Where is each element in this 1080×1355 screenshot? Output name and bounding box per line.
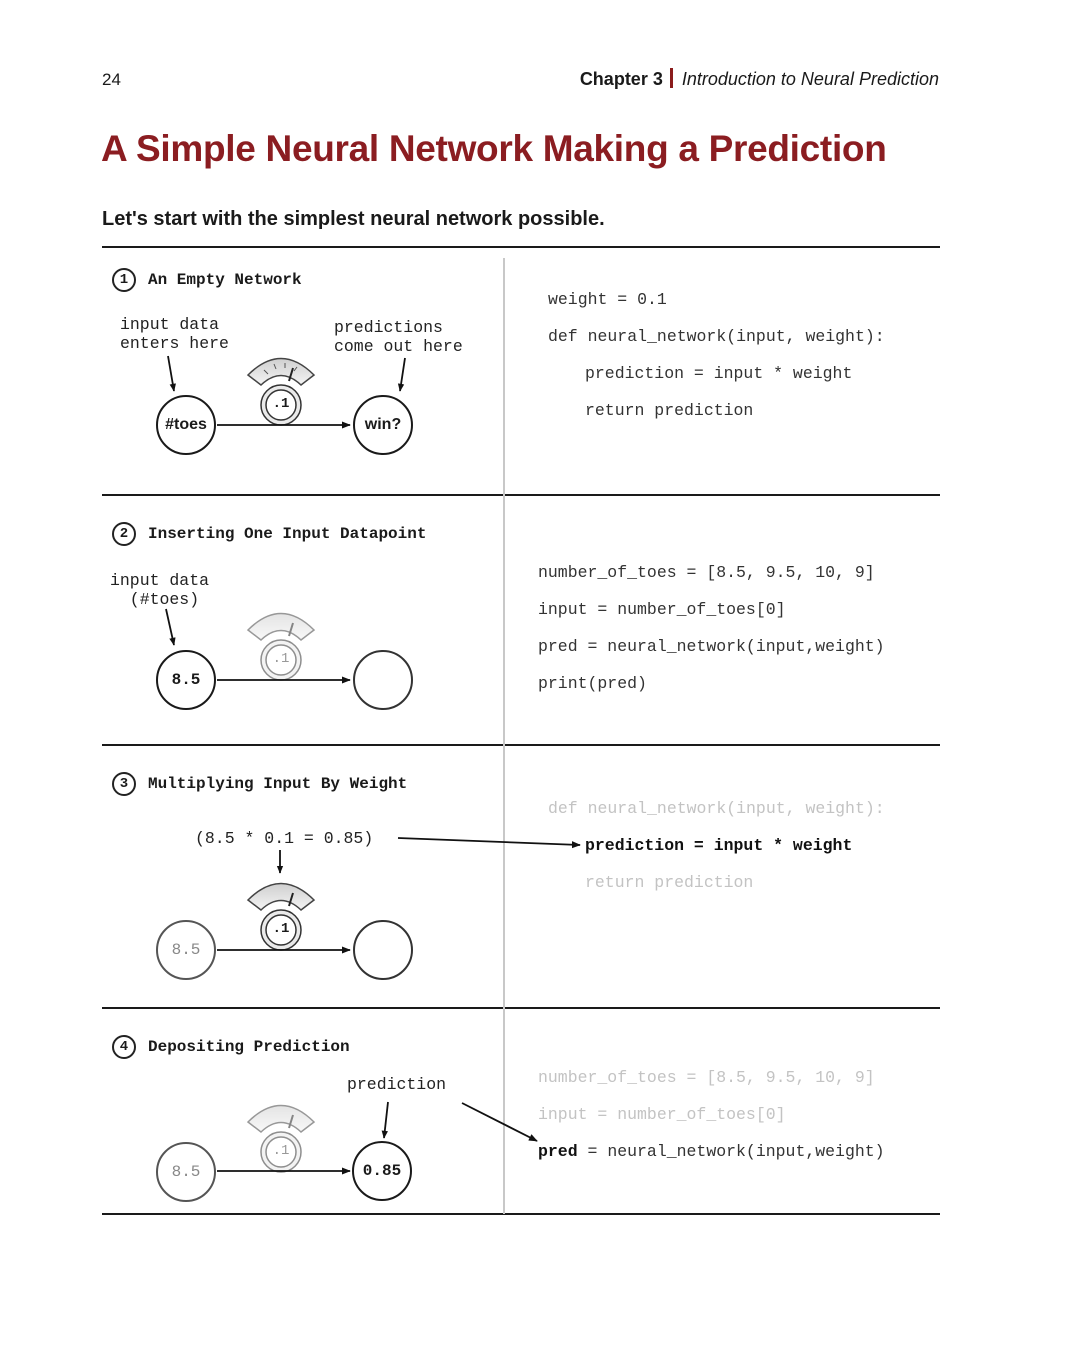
chapter-title: Introduction to Neural Prediction bbox=[681, 69, 939, 89]
output-node-3 bbox=[353, 920, 413, 980]
input-label-1: input data enters here bbox=[120, 315, 229, 353]
section-4-number: 4 bbox=[112, 1035, 136, 1059]
page-number: 24 bbox=[102, 70, 121, 89]
dial-1 bbox=[248, 359, 314, 426]
code-3-line-2: prediction = input * weight bbox=[585, 836, 853, 855]
chapter-label: Chapter 3 bbox=[579, 69, 663, 89]
prediction-to-code-arrow bbox=[462, 1103, 537, 1141]
code-4-line-1: number_of_toes = [8.5, 9.5, 10, 9] bbox=[538, 1068, 875, 1087]
code-4-pred-keyword: pred bbox=[538, 1142, 578, 1161]
weight-4: .1 bbox=[272, 1143, 290, 1159]
lead-text: Let's start with the simplest neural network possible. bbox=[102, 208, 605, 230]
code-2-line-3: pred = neural_network(input,weight) bbox=[538, 637, 885, 656]
output-pointer-4 bbox=[384, 1102, 388, 1138]
code-3-line-1: def neural_network(input, weight): bbox=[548, 799, 885, 818]
code-4-line-3 bbox=[538, 1142, 885, 1162]
section-2-number: 2 bbox=[112, 522, 136, 546]
output-node-4: 0.85 bbox=[352, 1141, 412, 1201]
input-node-3: 8.5 bbox=[156, 920, 216, 980]
section-1-title: An Empty Network bbox=[148, 271, 302, 289]
section-1-heading bbox=[112, 268, 302, 292]
dial-4 bbox=[248, 1106, 314, 1173]
section-4-title: Depositing Prediction bbox=[148, 1038, 350, 1056]
section-1-number: 1 bbox=[112, 268, 136, 292]
section-3-heading bbox=[112, 772, 407, 796]
section-4-heading bbox=[112, 1035, 350, 1059]
equation-label: (8.5 * 0.1 = 0.85) bbox=[195, 829, 374, 848]
section-2-heading bbox=[112, 522, 426, 546]
input-label-2: input data (#toes) bbox=[110, 571, 210, 609]
output-pointer-1 bbox=[400, 358, 405, 391]
code-1-line-3: prediction = input * weight bbox=[585, 364, 853, 383]
code-2-line-1: number_of_toes = [8.5, 9.5, 10, 9] bbox=[538, 563, 875, 582]
equation-to-code-arrow bbox=[398, 838, 580, 845]
dial-2 bbox=[248, 614, 314, 681]
code-4-line-3-rest: = neural_network(input,weight) bbox=[577, 1142, 885, 1161]
input-node-4: 8.5 bbox=[156, 1142, 216, 1202]
output-node-2 bbox=[353, 650, 413, 710]
code-1-line-4: return prediction bbox=[585, 401, 754, 420]
input-pointer-2 bbox=[166, 609, 174, 645]
section-2-title: Inserting One Input Datapoint bbox=[148, 525, 427, 543]
section-3-title: Multiplying Input By Weight bbox=[148, 775, 408, 793]
input-node-2: 8.5 bbox=[156, 650, 216, 710]
output-label-1: predictions come out here bbox=[334, 318, 463, 356]
page-title: A Simple Neural Network Making a Prediction bbox=[101, 128, 887, 169]
code-2-line-2: input = number_of_toes[0] bbox=[538, 600, 786, 619]
dial-3 bbox=[248, 884, 314, 951]
section-3-number: 3 bbox=[112, 772, 136, 796]
code-3-line-3: return prediction bbox=[585, 873, 754, 892]
input-pointer-1 bbox=[168, 356, 174, 391]
code-1-line-1: weight = 0.1 bbox=[548, 290, 667, 309]
weight-3: .1 bbox=[272, 921, 290, 937]
output-node-1: win? bbox=[353, 395, 413, 455]
input-node-1: #toes bbox=[156, 395, 216, 455]
weight-2: .1 bbox=[272, 651, 290, 667]
code-4-line-2: input = number_of_toes[0] bbox=[538, 1105, 786, 1124]
code-2-line-4: print(pred) bbox=[538, 674, 647, 693]
code-1-line-2: def neural_network(input, weight): bbox=[548, 327, 885, 346]
weight-1: .1 bbox=[272, 396, 290, 412]
output-label-4: prediction bbox=[347, 1075, 447, 1094]
